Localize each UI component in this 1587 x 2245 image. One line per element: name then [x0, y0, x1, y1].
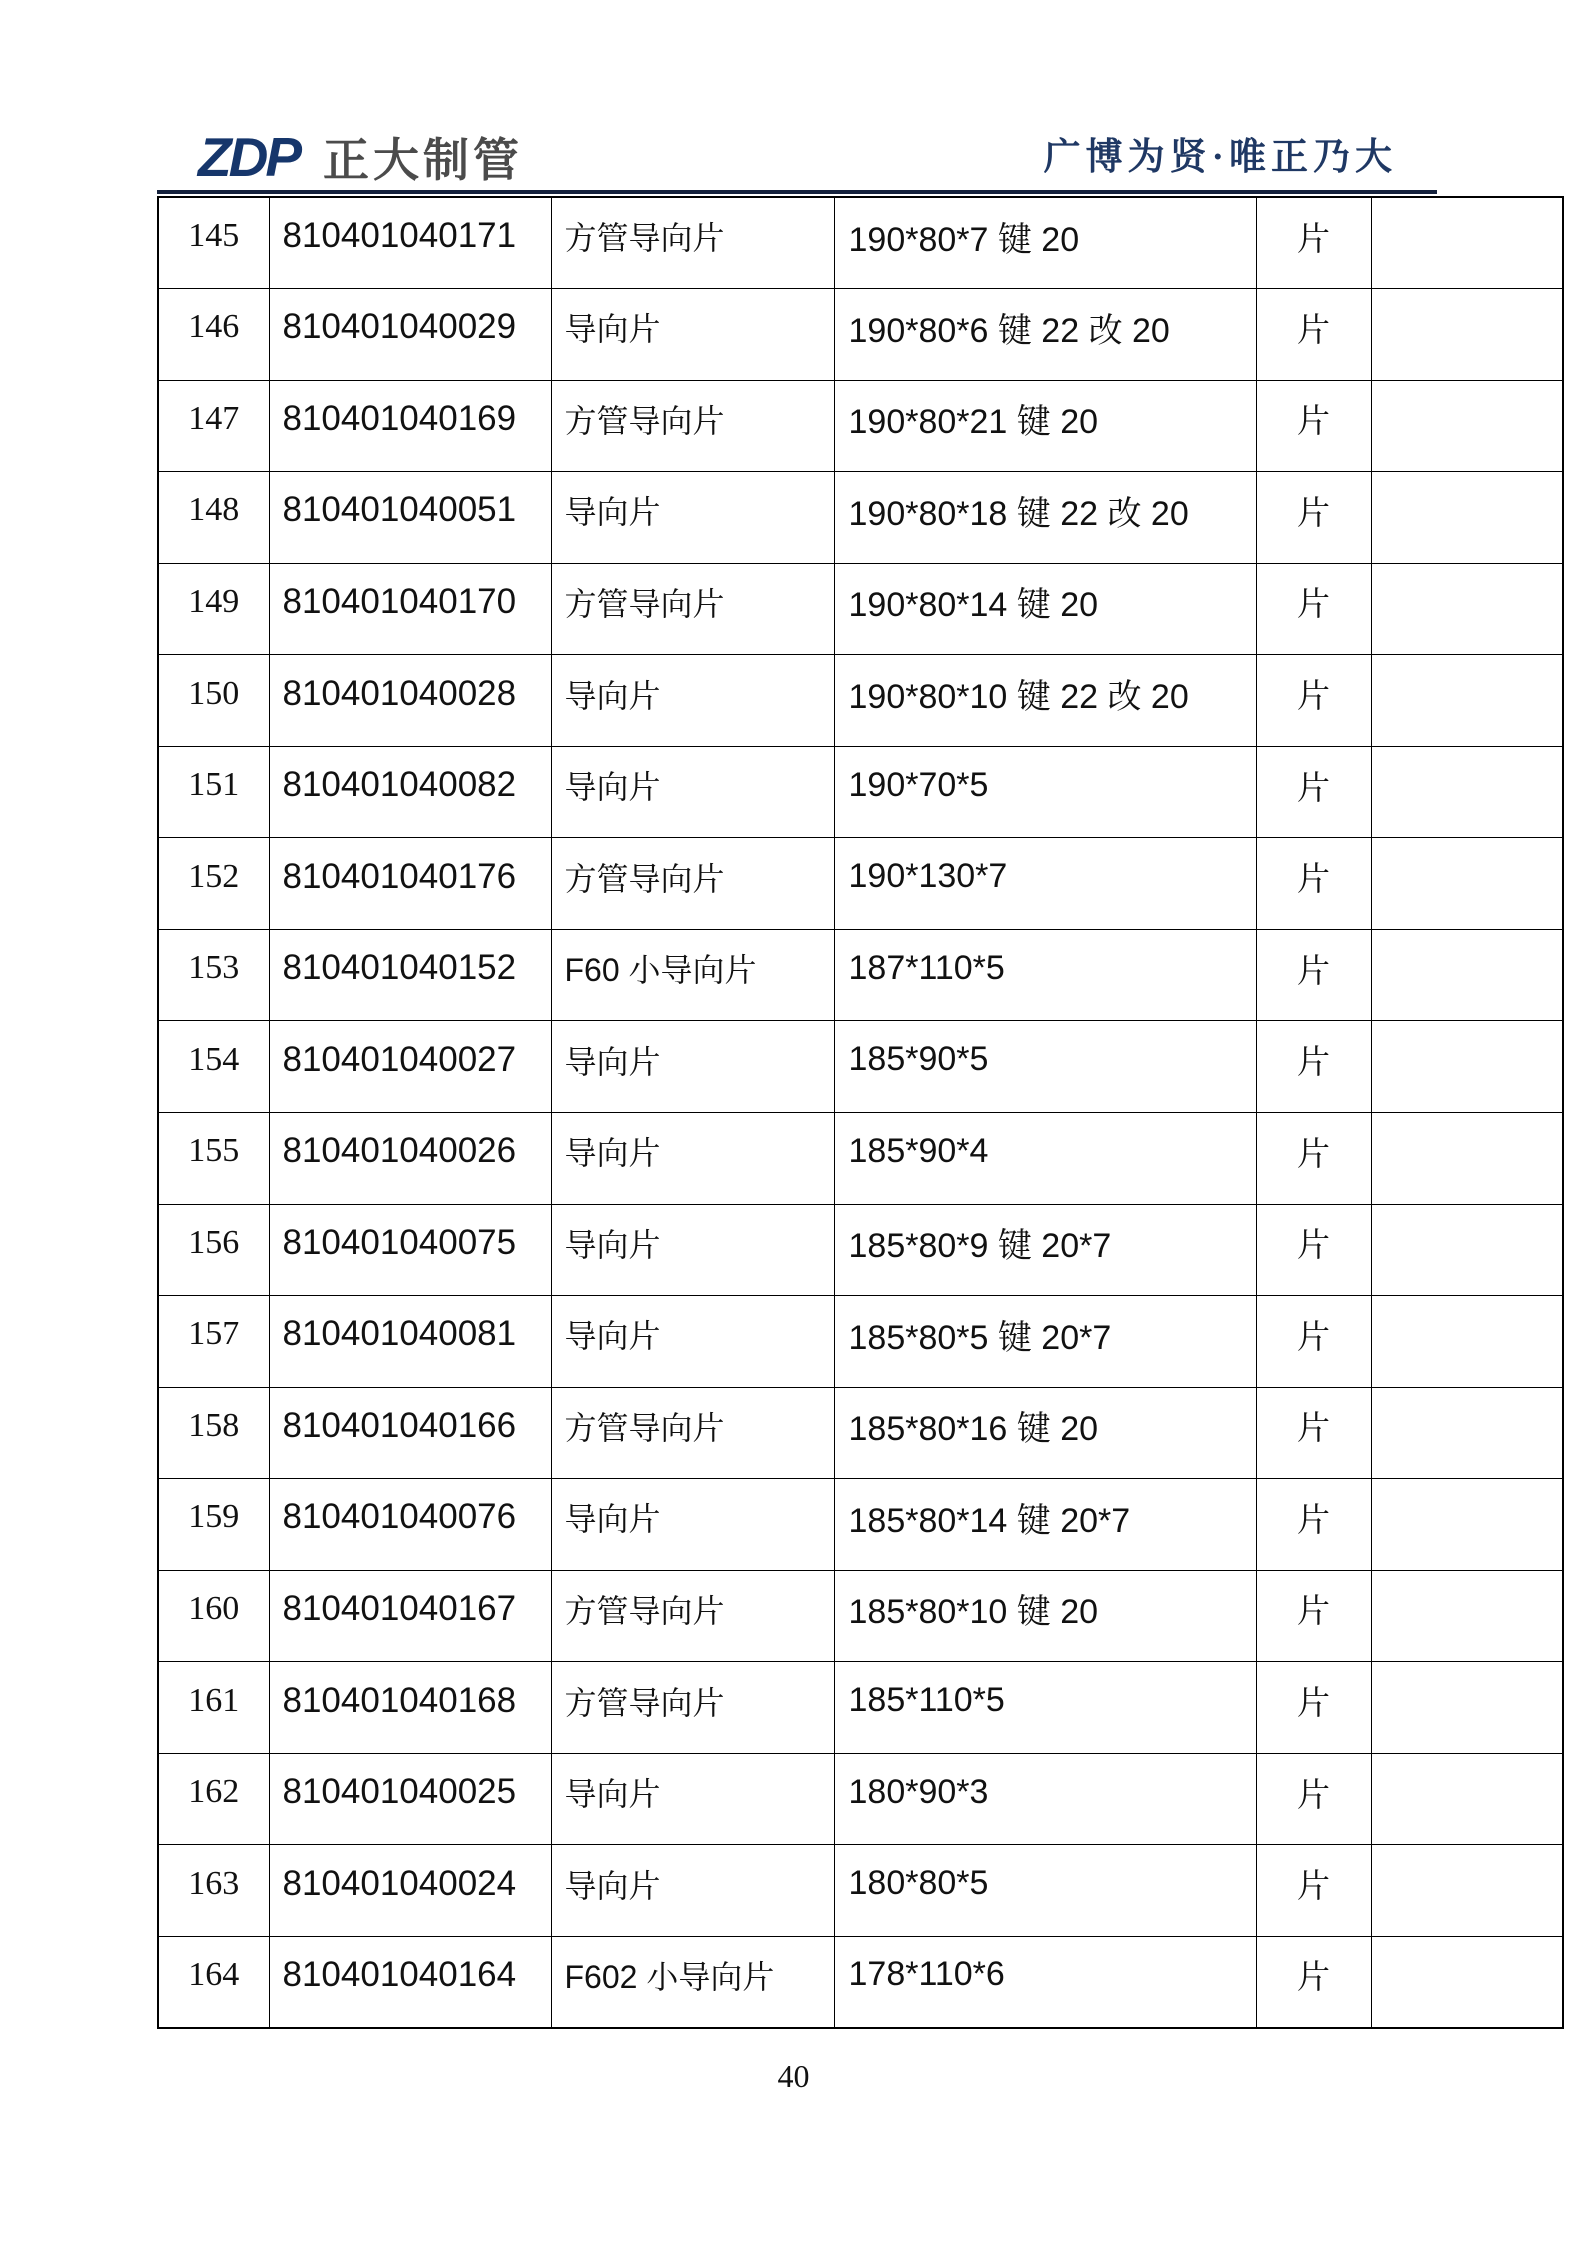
row-number-cell: 154 — [158, 1021, 269, 1113]
row-number-cell: 157 — [158, 1296, 269, 1388]
table-row — [158, 1936, 1563, 2028]
spec-cell: 185*80*9 键 20*7 — [834, 1204, 1256, 1296]
table-row — [158, 1753, 1563, 1845]
unit-cell: 片 — [1256, 1296, 1371, 1388]
part-code-cell: 810401040082 — [269, 746, 551, 838]
table-row — [158, 746, 1563, 838]
table-row — [158, 1570, 1563, 1662]
spec-cell: 185*90*5 — [834, 1021, 1256, 1113]
row-number-cell: 163 — [158, 1845, 269, 1937]
row-number-cell: 164 — [158, 1936, 269, 2028]
row-number-cell: 153 — [158, 929, 269, 1021]
table-row — [158, 1296, 1563, 1388]
empty-cell — [1371, 1479, 1563, 1571]
row-number-cell: 150 — [158, 655, 269, 747]
part-name-cell: 导向片 — [551, 1479, 834, 1571]
empty-cell — [1371, 838, 1563, 930]
empty-cell — [1371, 1845, 1563, 1937]
table-row — [158, 1662, 1563, 1754]
part-code-cell: 810401040076 — [269, 1479, 551, 1571]
part-code-cell: 810401040164 — [269, 1936, 551, 2028]
spec-cell: 185*80*16 键 20 — [834, 1387, 1256, 1479]
part-code-cell: 810401040168 — [269, 1662, 551, 1754]
row-number-cell: 158 — [158, 1387, 269, 1479]
part-code-cell: 810401040024 — [269, 1845, 551, 1937]
unit-cell: 片 — [1256, 380, 1371, 472]
part-name-cell: 方管导向片 — [551, 838, 834, 930]
part-code-cell: 810401040152 — [269, 929, 551, 1021]
empty-cell — [1371, 1753, 1563, 1845]
unit-cell: 片 — [1256, 563, 1371, 655]
unit-cell: 片 — [1256, 472, 1371, 564]
part-code-cell: 810401040051 — [269, 472, 551, 564]
empty-cell — [1371, 655, 1563, 747]
empty-cell — [1371, 1204, 1563, 1296]
table-row — [158, 380, 1563, 472]
row-number-cell: 162 — [158, 1753, 269, 1845]
unit-cell: 片 — [1256, 1387, 1371, 1479]
spec-cell: 190*130*7 — [834, 838, 1256, 930]
part-code-cell: 810401040166 — [269, 1387, 551, 1479]
spec-cell: 190*80*18 键 22 改 20 — [834, 472, 1256, 564]
unit-cell: 片 — [1256, 1021, 1371, 1113]
row-number-cell: 148 — [158, 472, 269, 564]
spec-cell: 178*110*6 — [834, 1936, 1256, 2028]
part-name-cell: 导向片 — [551, 1753, 834, 1845]
spec-cell: 185*80*14 键 20*7 — [834, 1479, 1256, 1571]
unit-cell: 片 — [1256, 1204, 1371, 1296]
empty-cell — [1371, 289, 1563, 381]
spec-cell: 180*80*5 — [834, 1845, 1256, 1937]
table-row — [158, 197, 1563, 289]
parts-table-body — [158, 197, 1563, 2028]
part-code-cell: 810401040171 — [269, 197, 551, 289]
part-name-cell: 导向片 — [551, 289, 834, 381]
empty-cell — [1371, 197, 1563, 289]
header-rule — [157, 190, 1437, 194]
part-code-cell: 810401040025 — [269, 1753, 551, 1845]
spec-cell: 180*90*3 — [834, 1753, 1256, 1845]
row-number-cell: 156 — [158, 1204, 269, 1296]
part-code-cell: 810401040026 — [269, 1112, 551, 1204]
row-number-cell: 146 — [158, 289, 269, 381]
row-number-cell: 155 — [158, 1112, 269, 1204]
spec-cell: 190*80*10 键 22 改 20 — [834, 655, 1256, 747]
table-row — [158, 472, 1563, 564]
empty-cell — [1371, 1570, 1563, 1662]
part-name-cell: 导向片 — [551, 472, 834, 564]
row-number-cell: 149 — [158, 563, 269, 655]
part-name-cell: 方管导向片 — [551, 1387, 834, 1479]
part-name-cell: F60 小导向片 — [551, 929, 834, 1021]
part-code-cell: 810401040170 — [269, 563, 551, 655]
unit-cell: 片 — [1256, 1753, 1371, 1845]
part-name-cell: 导向片 — [551, 1204, 834, 1296]
table-row — [158, 1387, 1563, 1479]
unit-cell: 片 — [1256, 1845, 1371, 1937]
unit-cell: 片 — [1256, 289, 1371, 381]
part-code-cell: 810401040075 — [269, 1204, 551, 1296]
part-code-cell: 810401040169 — [269, 380, 551, 472]
unit-cell: 片 — [1256, 1570, 1371, 1662]
empty-cell — [1371, 563, 1563, 655]
empty-cell — [1371, 472, 1563, 564]
part-name-cell: 导向片 — [551, 746, 834, 838]
row-number-cell: 147 — [158, 380, 269, 472]
part-code-cell: 810401040081 — [269, 1296, 551, 1388]
spec-cell: 190*80*14 键 20 — [834, 563, 1256, 655]
table-row — [158, 1112, 1563, 1204]
spec-cell: 190*80*21 键 20 — [834, 380, 1256, 472]
part-code-cell: 810401040028 — [269, 655, 551, 747]
company-logo — [198, 126, 523, 188]
row-number-cell: 151 — [158, 746, 269, 838]
unit-cell: 片 — [1256, 838, 1371, 930]
row-number-cell: 145 — [158, 197, 269, 289]
part-code-cell: 810401040027 — [269, 1021, 551, 1113]
empty-cell — [1371, 1021, 1563, 1113]
empty-cell — [1371, 1936, 1563, 2028]
row-number-cell: 159 — [158, 1479, 269, 1571]
row-number-cell: 161 — [158, 1662, 269, 1754]
part-name-cell: 导向片 — [551, 1021, 834, 1113]
part-name-cell: 导向片 — [551, 655, 834, 747]
header-slogan: 广博为贤·唯正乃大 — [1043, 137, 1397, 178]
spec-cell: 185*90*4 — [834, 1112, 1256, 1204]
spec-cell: 185*80*10 键 20 — [834, 1570, 1256, 1662]
table-row — [158, 1845, 1563, 1937]
table-row — [158, 1021, 1563, 1113]
spec-cell: 187*110*5 — [834, 929, 1256, 1021]
part-code-cell: 810401040167 — [269, 1570, 551, 1662]
row-number-cell: 152 — [158, 838, 269, 930]
unit-cell: 片 — [1256, 929, 1371, 1021]
empty-cell — [1371, 380, 1563, 472]
unit-cell: 片 — [1256, 1479, 1371, 1571]
row-number-cell: 160 — [158, 1570, 269, 1662]
unit-cell: 片 — [1256, 1936, 1371, 2028]
spec-cell: 190*70*5 — [834, 746, 1256, 838]
parts-table — [157, 196, 1564, 2029]
part-name-cell: 方管导向片 — [551, 380, 834, 472]
part-name-cell: 导向片 — [551, 1112, 834, 1204]
empty-cell — [1371, 1662, 1563, 1754]
unit-cell: 片 — [1256, 655, 1371, 747]
table-row — [158, 1479, 1563, 1571]
unit-cell: 片 — [1256, 1662, 1371, 1754]
table-row — [158, 655, 1563, 747]
unit-cell: 片 — [1256, 1112, 1371, 1204]
table-row — [158, 838, 1563, 930]
empty-cell — [1371, 1387, 1563, 1479]
part-name-cell: 方管导向片 — [551, 1662, 834, 1754]
empty-cell — [1371, 1296, 1563, 1388]
part-name-cell: F602 小导向片 — [551, 1936, 834, 2028]
table-row — [158, 563, 1563, 655]
table-row — [158, 289, 1563, 381]
part-name-cell: 导向片 — [551, 1845, 834, 1937]
empty-cell — [1371, 1112, 1563, 1204]
table-row — [158, 929, 1563, 1021]
spec-cell: 185*80*5 键 20*7 — [834, 1296, 1256, 1388]
logo-zdp-text: ZDP — [198, 126, 299, 188]
part-code-cell: 810401040176 — [269, 838, 551, 930]
page-number: 40 — [777, 2058, 810, 2094]
part-name-cell: 方管导向片 — [551, 197, 834, 289]
part-name-cell: 方管导向片 — [551, 1570, 834, 1662]
empty-cell — [1371, 929, 1563, 1021]
unit-cell: 片 — [1256, 197, 1371, 289]
spec-cell: 185*110*5 — [834, 1662, 1256, 1754]
spec-cell: 190*80*6 键 22 改 20 — [834, 289, 1256, 381]
logo-company-name: 正大制管 — [323, 134, 523, 186]
table-row — [158, 1204, 1563, 1296]
part-name-cell: 导向片 — [551, 1296, 834, 1388]
spec-cell: 190*80*7 键 20 — [834, 197, 1256, 289]
unit-cell: 片 — [1256, 746, 1371, 838]
part-name-cell: 方管导向片 — [551, 563, 834, 655]
empty-cell — [1371, 746, 1563, 838]
part-code-cell: 810401040029 — [269, 289, 551, 381]
